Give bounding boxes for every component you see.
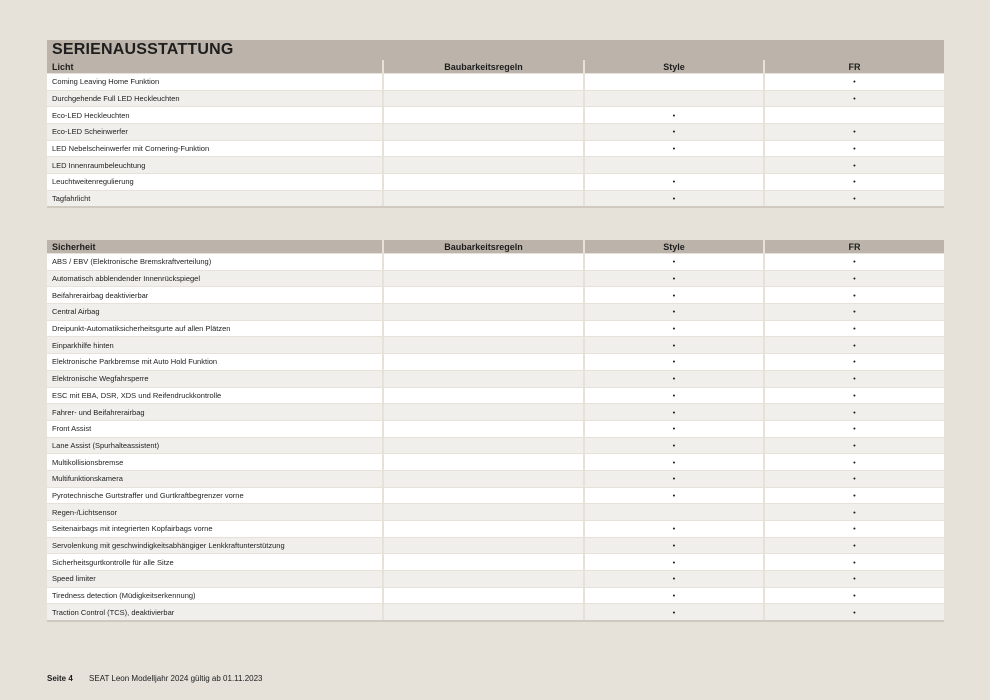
fr-cell: • — [764, 304, 944, 321]
feature-cell: Pyrotechnische Gurtstraffer und Gurtkraftbegrenzer vorne — [47, 487, 383, 504]
fr-cell: • — [764, 521, 944, 538]
style-cell: • — [584, 604, 764, 621]
table-row — [47, 107, 944, 124]
rules-cell — [383, 420, 584, 437]
style-cell: • — [584, 140, 764, 157]
column-header-style: Style — [584, 240, 764, 254]
fr-cell: • — [764, 370, 944, 387]
style-cell: • — [584, 470, 764, 487]
table-row — [47, 587, 944, 604]
feature-cell: ESC mit EBA, DSR, XDS und Reifendruckkontrolle — [47, 387, 383, 404]
fr-cell — [764, 107, 944, 124]
licht-table — [47, 60, 944, 208]
sicherheit-table — [47, 240, 944, 622]
fr-cell: • — [764, 470, 944, 487]
feature-cell: Leuchtweitenregulierung — [47, 174, 383, 191]
rules-cell — [383, 124, 584, 141]
fr-cell: • — [764, 504, 944, 521]
feature-cell: Seitenairbags mit integrierten Kopfairbags vorne — [47, 521, 383, 538]
feature-cell: Tiredness detection (Müdigkeitserkennung) — [47, 587, 383, 604]
rules-cell — [383, 74, 584, 91]
style-cell: • — [584, 337, 764, 354]
fr-cell: • — [764, 174, 944, 191]
rules-cell — [383, 554, 584, 571]
style-cell: • — [584, 387, 764, 404]
feature-cell: Central Airbag — [47, 304, 383, 321]
table-row — [47, 90, 944, 107]
style-cell: • — [584, 354, 764, 371]
style-cell: • — [584, 420, 764, 437]
rules-cell — [383, 587, 584, 604]
feature-cell: Regen-/Lichtsensor — [47, 504, 383, 521]
table-row — [47, 504, 944, 521]
rules-cell — [383, 304, 584, 321]
table-row — [47, 157, 944, 174]
fr-cell: • — [764, 604, 944, 621]
style-cell: • — [584, 554, 764, 571]
rules-cell — [383, 537, 584, 554]
table-row — [47, 270, 944, 287]
style-cell: • — [584, 124, 764, 141]
style-cell: • — [584, 521, 764, 538]
feature-cell: Fahrer- und Beifahrerairbag — [47, 404, 383, 421]
rules-cell — [383, 354, 584, 371]
style-cell — [584, 157, 764, 174]
style-cell — [584, 90, 764, 107]
rules-cell — [383, 571, 584, 588]
style-cell: • — [584, 370, 764, 387]
table-row — [47, 320, 944, 337]
rules-cell — [383, 387, 584, 404]
feature-cell: Beifahrerairbag deaktivierbar — [47, 287, 383, 304]
footer-text: SEAT Leon Modelljahr 2024 gültig ab 01.11.2023 — [89, 674, 263, 683]
column-header-fr: FR — [764, 240, 944, 254]
table-row — [47, 337, 944, 354]
style-cell: • — [584, 107, 764, 124]
table-row — [47, 254, 944, 271]
fr-cell: • — [764, 420, 944, 437]
feature-cell: Servolenkung mit geschwindigkeitsabhängiger Lenkkraftunterstützung — [47, 537, 383, 554]
column-header-feature: Sicherheit — [47, 240, 383, 254]
style-cell: • — [584, 437, 764, 454]
table-row — [47, 174, 944, 191]
table-row — [47, 604, 944, 621]
fr-cell: • — [764, 287, 944, 304]
rules-cell — [383, 140, 584, 157]
fr-cell: • — [764, 270, 944, 287]
feature-cell: Speed limiter — [47, 571, 383, 588]
feature-cell: Einparkhilfe hinten — [47, 337, 383, 354]
fr-cell: • — [764, 487, 944, 504]
fr-cell: • — [764, 354, 944, 371]
fr-cell: • — [764, 157, 944, 174]
style-cell: • — [584, 254, 764, 271]
style-cell: • — [584, 537, 764, 554]
table-row — [47, 521, 944, 538]
table-row — [47, 454, 944, 471]
table-row — [47, 190, 944, 207]
style-cell: • — [584, 304, 764, 321]
feature-cell: Durchgehende Full LED Heckleuchten — [47, 90, 383, 107]
rules-cell — [383, 270, 584, 287]
rules-cell — [383, 437, 584, 454]
style-cell: • — [584, 174, 764, 191]
column-header-rules: Baubarkeitsregeln — [383, 60, 584, 74]
fr-cell: • — [764, 437, 944, 454]
rules-cell — [383, 337, 584, 354]
feature-cell: Sicherheitsgurtkontrolle für alle Sitze — [47, 554, 383, 571]
feature-cell: Tagfahrlicht — [47, 190, 383, 207]
feature-cell: Dreipunkt-Automatiksicherheitsgurte auf allen Plätzen — [47, 320, 383, 337]
feature-cell: Front Assist — [47, 420, 383, 437]
table-row — [47, 554, 944, 571]
table-row — [47, 74, 944, 91]
feature-cell: Elektronische Wegfahrsperre — [47, 370, 383, 387]
feature-cell: Traction Control (TCS), deaktivierbar — [47, 604, 383, 621]
fr-cell: • — [764, 387, 944, 404]
fr-cell: • — [764, 571, 944, 588]
rules-cell — [383, 370, 584, 387]
rules-cell — [383, 521, 584, 538]
table-row — [47, 487, 944, 504]
style-cell — [584, 504, 764, 521]
rules-cell — [383, 504, 584, 521]
rules-cell — [383, 320, 584, 337]
fr-cell: • — [764, 404, 944, 421]
rules-cell — [383, 470, 584, 487]
fr-cell: • — [764, 124, 944, 141]
feature-cell: Eco-LED Scheinwerfer — [47, 124, 383, 141]
table-row — [47, 370, 944, 387]
rules-cell — [383, 107, 584, 124]
style-cell: • — [584, 287, 764, 304]
rules-cell — [383, 90, 584, 107]
fr-cell: • — [764, 74, 944, 91]
feature-cell: LED Innenraumbeleuchtung — [47, 157, 383, 174]
fr-cell: • — [764, 454, 944, 471]
fr-cell: • — [764, 190, 944, 207]
feature-cell: Elektronische Parkbremse mit Auto Hold Funktion — [47, 354, 383, 371]
fr-cell: • — [764, 320, 944, 337]
style-cell: • — [584, 270, 764, 287]
fr-cell: • — [764, 537, 944, 554]
page-number: Seite 4 — [47, 674, 73, 683]
table-row — [47, 140, 944, 157]
page-title: SERIENAUSSTATTUNG — [47, 40, 944, 60]
style-cell: • — [584, 587, 764, 604]
table-row — [47, 470, 944, 487]
rules-cell — [383, 404, 584, 421]
page-footer — [47, 674, 263, 683]
rules-cell — [383, 157, 584, 174]
column-header-feature: Licht — [47, 60, 383, 74]
fr-cell: • — [764, 554, 944, 571]
fr-cell: • — [764, 140, 944, 157]
table-header-row — [47, 60, 944, 74]
rules-cell — [383, 454, 584, 471]
rules-cell — [383, 287, 584, 304]
rules-cell — [383, 254, 584, 271]
feature-cell: Coming Leaving Home Funktion — [47, 74, 383, 91]
rules-cell — [383, 190, 584, 207]
column-header-style: Style — [584, 60, 764, 74]
table-row — [47, 420, 944, 437]
feature-cell: Eco-LED Heckleuchten — [47, 107, 383, 124]
table-row — [47, 304, 944, 321]
rules-cell — [383, 174, 584, 191]
table-row — [47, 404, 944, 421]
style-cell: • — [584, 487, 764, 504]
table-header-row — [47, 240, 944, 254]
fr-cell: • — [764, 254, 944, 271]
feature-cell: Multikollisionsbremse — [47, 454, 383, 471]
feature-cell: Automatisch abblendender Innenrückspiegel — [47, 270, 383, 287]
feature-cell: Multifunktionskamera — [47, 470, 383, 487]
table-row — [47, 537, 944, 554]
style-cell: • — [584, 454, 764, 471]
feature-cell: Lane Assist (Spurhalteassistent) — [47, 437, 383, 454]
style-cell: • — [584, 404, 764, 421]
rules-cell — [383, 604, 584, 621]
feature-cell: ABS / EBV (Elektronische Bremskraftverteilung) — [47, 254, 383, 271]
style-cell: • — [584, 320, 764, 337]
table-row — [47, 571, 944, 588]
feature-cell: LED Nebelscheinwerfer mit Cornering-Funktion — [47, 140, 383, 157]
table-row — [47, 287, 944, 304]
fr-cell: • — [764, 337, 944, 354]
fr-cell: • — [764, 90, 944, 107]
style-cell: • — [584, 571, 764, 588]
table-row — [47, 387, 944, 404]
style-cell: • — [584, 190, 764, 207]
table-row — [47, 124, 944, 141]
style-cell — [584, 74, 764, 91]
rules-cell — [383, 487, 584, 504]
table-row — [47, 437, 944, 454]
column-header-fr: FR — [764, 60, 944, 74]
fr-cell: • — [764, 587, 944, 604]
table-row — [47, 354, 944, 371]
column-header-rules: Baubarkeitsregeln — [383, 240, 584, 254]
